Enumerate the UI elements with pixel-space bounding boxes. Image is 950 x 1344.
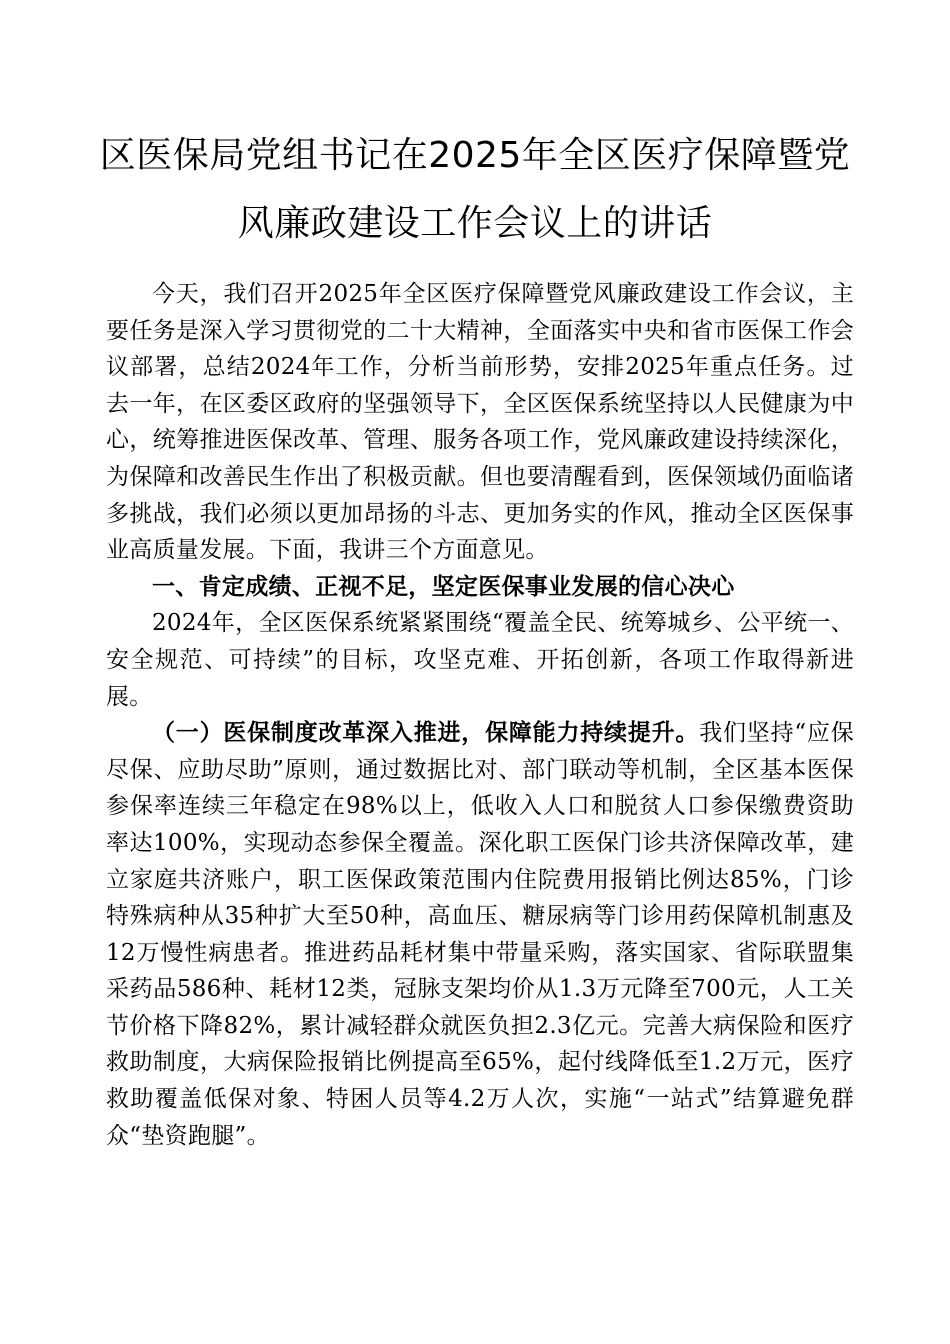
document-body <box>106 276 854 1154</box>
document-title-line-1: 区医保局党组书记在2025年全区医疗保障暨党 <box>99 135 851 176</box>
intro-paragraph: 今天，我们召开2025年全区医疗保障暨党风廉政建设工作会议，主要任务是深入学习贯彻党的二十大精神，全面落实中央和省市医保工作会议部署，总结2024年工作，分析当前形势，安排2025年重点任务。过去一年，在区委区政府的坚强领导下，全区医保系统坚持以人民健康为中心，统筹推进医保改革、管理、服务各项工作，党风廉政建设持续深化，为保障和改善民生作出了积极贡献。但也要清醒看到，医保领域仍面临诸多挑战，我们必须以更加昂扬的斗志、更加务实的作风，推动全区医保事业高质量发展。下面，我讲三个方面意见。 <box>106 281 854 564</box>
section-1-heading: 一、肯定成绩、正视不足，坚定医保事业发展的信心决心 <box>152 572 735 600</box>
section-1-intro-paragraph: 2024年，全区医保系统紧紧围绕“覆盖全民、统筹城乡、公平统一、安全规范、可持续”的目标，攻坚克难、开拓创新，各项工作取得新进展。 <box>106 610 854 710</box>
subsection-1-heading: （一）医保制度改革深入推进，保障能力持续提升。 <box>152 719 700 747</box>
subsection-1-paragraph <box>106 715 854 1154</box>
document-title-line-2: 风廉政建设工作会议上的讲话 <box>237 203 713 244</box>
subsection-1-body: 我们坚持“应保尽保、应助尽助”原则，通过数据比对、部门联动等机制，全区基本医保参保率连续三年稳定在98%以上，低收入人口和脱贫人口参保缴费资助率达100%，实现动态参保全覆盖。深化职工医保门诊共济保障改革，建立家庭共济账户，职工医保政策范围内住院费用报销比例达85%，门诊特殊病种从35种扩大至50种，高血压、糖尿病等门诊用药保障机制惠及12万慢性病患者。推进药品耗材集中带量采购，落实国家、省际联盟集采药品586种、耗材12类，冠脉支架均价从1.3万元降至700元，人工关节价格下降82%，累计减轻群众就医负担2.3亿元。完善大病保险和医疗救助制度，大病保险报销比例提高至65%，起付线降低至1.2万元，医疗救助覆盖低保对象、特困人员等4.2万人次，实施“一站式”结算避免群众“垫资跑腿”。 <box>106 720 855 1149</box>
